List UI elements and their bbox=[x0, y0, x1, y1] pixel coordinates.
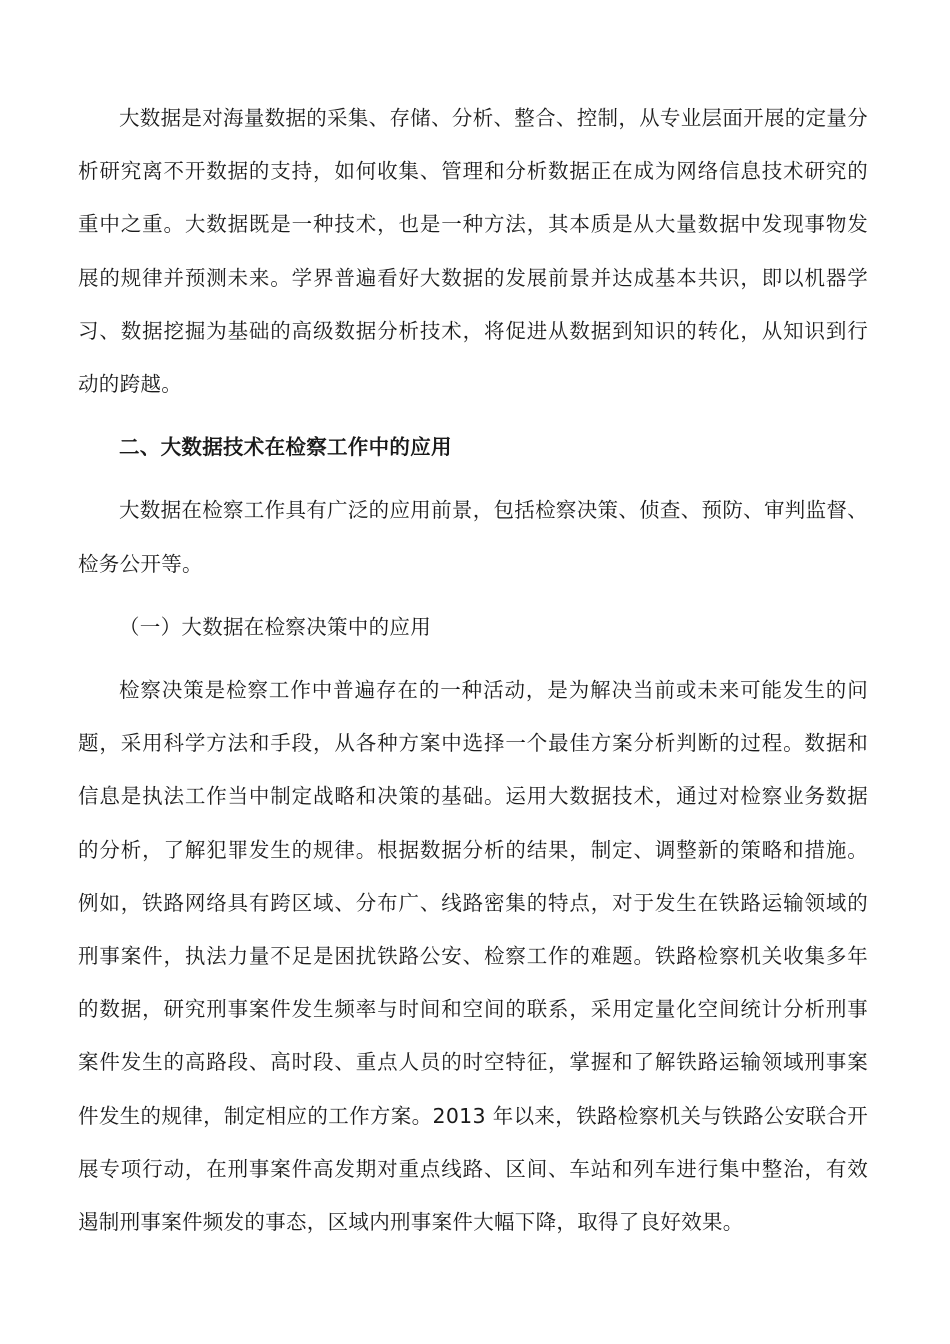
spacer bbox=[78, 411, 868, 421]
section-heading: 二、大数据技术在检察工作中的应用 bbox=[119, 435, 452, 460]
spacer bbox=[78, 474, 868, 484]
subsection-heading: （一）大数据在检察决策中的应用 bbox=[119, 614, 431, 639]
spacer bbox=[78, 654, 868, 664]
paragraph-decision-making: 检察决策是检察工作中普遍存在的一种活动，是为解决当前或未来可能发生的问题，采用科学方法和手段，从各种方案中选择一个最佳方案分析判断的过程。数据和信息是执法工作当中制定战略和决策的基础。运用大数据技术，通过对检察业务数据的分析，了解犯罪发生的规律。根据数据分析的结果，制定、调整新的策略和措施。例如，铁路网络具有跨区域、分布广、线路密集的特点，对于发生在铁路运输领域的刑事案件，执法力量不足是困扰铁路公安、检察工作的难题。铁路检察机关收集多年的数据，研究刑事案件发生频率与时间和空间的联系，采用定量化空间统计分析刑事案件发生的高路段、高时段、重点人员的时空特征，掌握和了解铁路运输领域刑事案件发生的规律，制定相应的工作方案。2013 年以来，铁路检察机关与铁路公安联合开展专项行动，在刑事案件高发期对重点线路、区间、车站和列车进行集中整治，有效遏制刑事案件频发的事态，区域内刑事案件大幅下降，取得了良好效果。 bbox=[78, 678, 868, 1235]
document-page bbox=[78, 92, 868, 1249]
paragraph-application-prospects: 大数据在检察工作具有广泛的应用前景，包括检察决策、侦查、预防、审判监督、检务公开等。 bbox=[78, 498, 868, 576]
spacer bbox=[78, 591, 868, 601]
paragraph-big-data-definition: 大数据是对海量数据的采集、存储、分析、整合、控制，从专业层面开展的定量分析研究离不开数据的支持，如何收集、管理和分析数据正在成为网络信息技术研究的重中之重。大数据既是一种技术，也是一种方法，其本质是从大量数据中发现事物发展的规律并预测未来。学界普遍看好大数据的发展前景并达成基本共识，即以机器学习、数据挖掘为基础的高级数据分析技术，将促进从数据到知识的转化，从知识到行动的跨越。 bbox=[78, 106, 868, 397]
